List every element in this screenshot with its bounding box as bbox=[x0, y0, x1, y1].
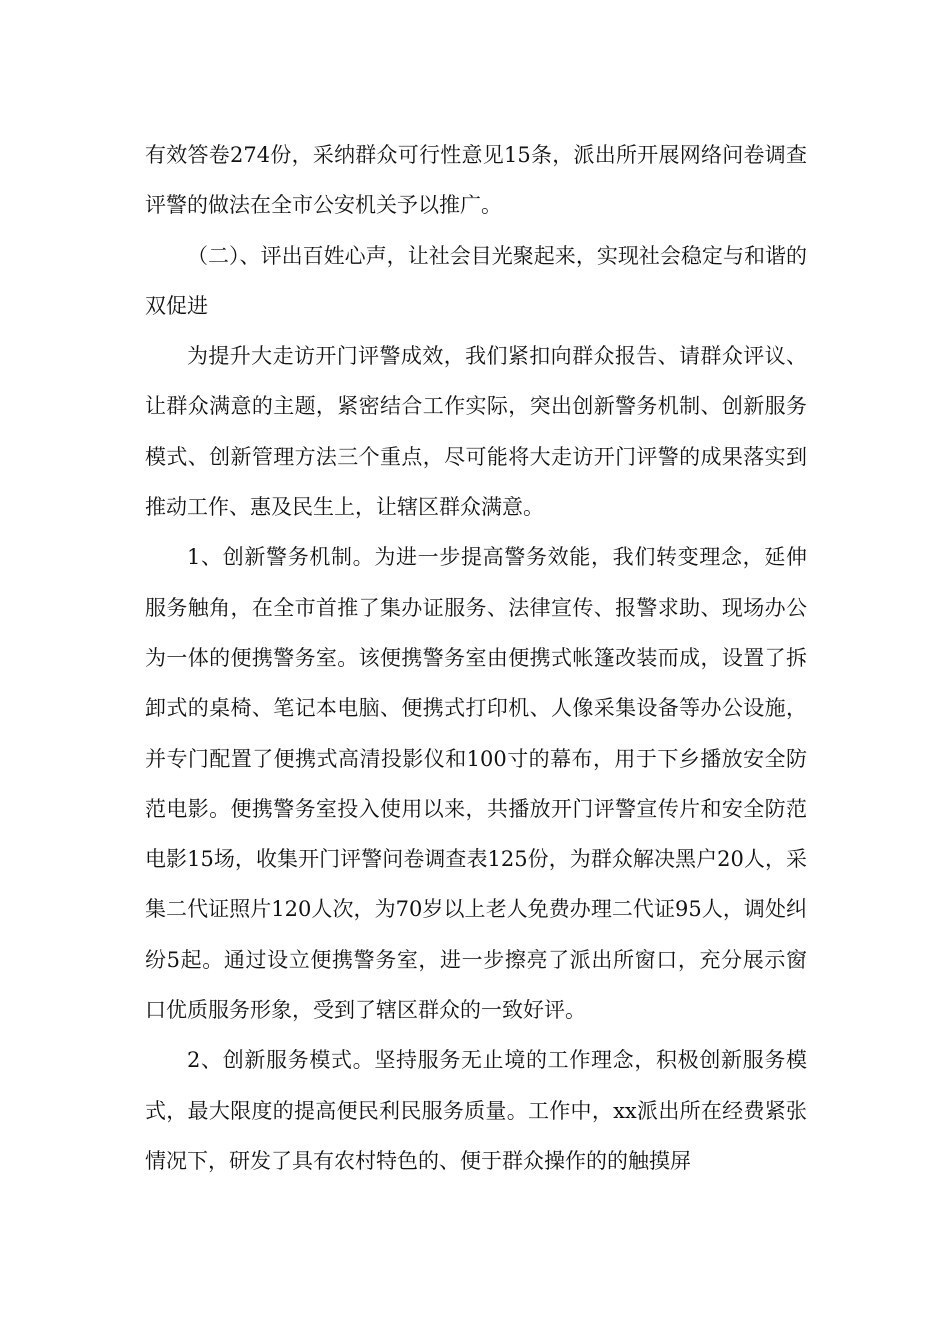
document-body bbox=[145, 130, 807, 1186]
paragraph-section-heading: （二）、评出百姓心声，让社会目光聚起来，实现社会稳定与和谐的双促进 bbox=[145, 243, 807, 318]
paragraph-intro: 为提升大走访开门评警成效，我们紧扣向群众报告、请群众评议、让群众满意的主题，紧密结合工作实际，突出创新警务机制、创新服务模式、创新管理方法三个重点，尽可能将大走访开门评警的成果落实到推动工作、惠及民生上，让辖区群众满意。 bbox=[145, 344, 807, 520]
paragraph-item-2: 2、创新服务模式。坚持服务无止境的工作理念，积极创新服务模式，最大限度的提高便民利民服务质量。工作中，xx派出所在经费紧张情况下，研发了具有农村特色的、便于群众操作的的触摸屏 bbox=[145, 1048, 807, 1173]
paragraph-item-1: 1、创新警务机制。为进一步提高警务效能，我们转变理念，延伸服务触角，在全市首推了集办证服务、法律宣传、报警求助、现场办公为一体的便携警务室。该便携警务室由便携式帐篷改装而成，设置了拆卸式的桌椅、笔记本电脑、便携式打印机、人像采集设备等办公设施，并专门配置了便携式高清投影仪和100寸的幕布，用于下乡播放安全防范电影。便携警务室投入使用以来，共播放开门评警宣传片和安全防范电影15场，收集开门评警问卷调查表125份，为群众解决黑户20人，采集二代证照片120人次，为70岁以上老人免费办理二代证95人，调处纠纷5起。通过设立便携警务室，进一步擦亮了派出所窗口，充分展示窗口优质服务形象，受到了辖区群众的一致好评。 bbox=[145, 545, 807, 1023]
paragraph-survey-result: 有效答卷274份，采纳群众可行性意见15条，派出所开展网络问卷调查评警的做法在全市公安机关予以推广。 bbox=[145, 143, 807, 218]
